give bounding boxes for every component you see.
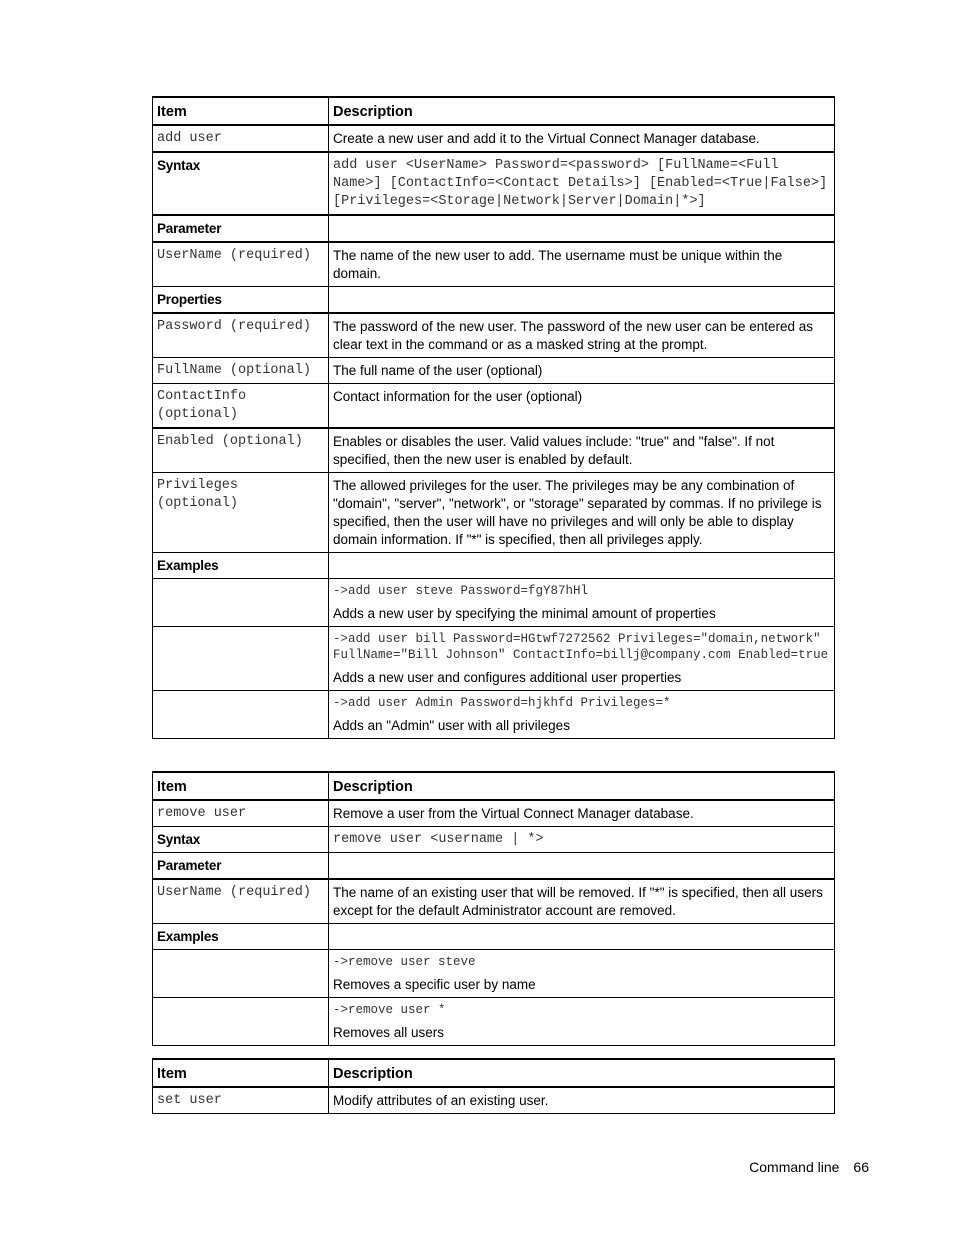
property-name: Privileges (optional) xyxy=(153,473,329,553)
example-row xyxy=(153,579,835,627)
command-row xyxy=(153,800,835,827)
table-header-row xyxy=(153,1059,835,1087)
example-command: ->remove user steve xyxy=(333,955,476,969)
property-row xyxy=(153,428,835,473)
example-cell xyxy=(329,579,835,627)
empty-cell xyxy=(329,215,835,242)
example-row xyxy=(153,998,835,1046)
parameter-description: The name of the new user to add. The username must be unique within the domain. xyxy=(329,242,835,287)
parameter-name: UserName (required) xyxy=(153,242,329,287)
empty-cell xyxy=(329,853,835,880)
property-name: Password (required) xyxy=(153,313,329,358)
command-name: set user xyxy=(153,1087,329,1114)
empty-cell xyxy=(153,691,329,739)
property-description: The full name of the user (optional) xyxy=(329,358,835,384)
command-description: Create a new user and add it to the Virtual Connect Manager database. xyxy=(329,125,835,152)
header-description: Description xyxy=(329,97,835,125)
examples-section-row xyxy=(153,924,835,950)
example-description: Removes all users xyxy=(333,1025,445,1040)
empty-cell xyxy=(153,627,329,691)
example-description: Adds a new user by specifying the minimal amount of properties xyxy=(333,606,716,621)
example-description: Adds a new user and configures additional user properties xyxy=(333,670,682,685)
example-cell xyxy=(329,627,835,691)
set-user-table xyxy=(152,1058,835,1114)
empty-cell xyxy=(329,553,835,579)
empty-cell xyxy=(329,924,835,950)
syntax-row xyxy=(153,827,835,853)
property-name: FullName (optional) xyxy=(153,358,329,384)
syntax-row xyxy=(153,152,835,215)
command-description: Remove a user from the Virtual Connect Manager database. xyxy=(329,800,835,827)
property-description: The allowed privileges for the user. The privileges may be any combination of "domain", "server", "network", or "storage" separated by commas. If no privilege is specified, then the user will have no privileges and will only be able to display domain information. If "*" is specified, then all privileges apply. xyxy=(329,473,835,553)
example-command: ->add user bill Password=HGtwf7272562 Privileges="domain,network" FullName="Bill Johnson" ContactInfo=billj@company.com Enabled=true xyxy=(333,632,829,662)
parameter-name: UserName (required) xyxy=(153,879,329,924)
property-description: Enables or disables the user. Valid values include: "true" and "false". If not specified, then the new user is enabled by default. xyxy=(329,428,835,473)
property-description: The password of the new user. The password of the new user can be entered as clear text in the command or as a masked string at the prompt. xyxy=(329,313,835,358)
properties-label: Properties xyxy=(153,287,329,314)
empty-cell xyxy=(153,950,329,998)
parameter-description: The name of an existing user that will be removed. If "*" is specified, then all users except for the default Administrator account are removed. xyxy=(329,879,835,924)
header-item: Item xyxy=(153,772,329,800)
example-row xyxy=(153,627,835,691)
syntax-text: remove user <username | *> xyxy=(329,827,835,853)
empty-cell xyxy=(153,579,329,627)
command-row xyxy=(153,1087,835,1114)
header-description: Description xyxy=(329,772,835,800)
property-description: Contact information for the user (optional) xyxy=(329,384,835,429)
example-cell xyxy=(329,691,835,739)
example-cell xyxy=(329,998,835,1046)
footer-section-title: Command line xyxy=(749,1159,840,1175)
parameter-section-row xyxy=(153,215,835,242)
syntax-text: add user <UserName> Password=<password> [FullName=<Full Name>] [ContactInfo=<Contact Details>] [Enabled=<True|False>] [Privileges=<Storage|Network|Server|Domain|*>] xyxy=(329,152,835,215)
example-row xyxy=(153,950,835,998)
property-row xyxy=(153,358,835,384)
header-item: Item xyxy=(153,1059,329,1087)
example-command: ->remove user * xyxy=(333,1003,446,1017)
header-item: Item xyxy=(153,97,329,125)
page-number: 66 xyxy=(853,1159,869,1175)
parameter-row xyxy=(153,242,835,287)
command-name: remove user xyxy=(153,800,329,827)
command-row xyxy=(153,125,835,152)
property-name: Enabled (optional) xyxy=(153,428,329,473)
properties-section-row xyxy=(153,287,835,314)
example-cell xyxy=(329,950,835,998)
add-user-table xyxy=(152,96,835,739)
example-description: Adds an "Admin" user with all privileges xyxy=(333,718,570,733)
syntax-label: Syntax xyxy=(153,827,329,853)
empty-cell xyxy=(329,287,835,314)
syntax-label: Syntax xyxy=(153,152,329,215)
examples-label: Examples xyxy=(153,924,329,950)
parameter-row xyxy=(153,879,835,924)
table-header-row xyxy=(153,97,835,125)
example-command: ->add user steve Password=fgY87hHl xyxy=(333,584,589,598)
example-row xyxy=(153,691,835,739)
command-name: add user xyxy=(153,125,329,152)
parameter-label: Parameter xyxy=(153,853,329,880)
remove-user-table xyxy=(152,771,835,1046)
example-command: ->add user Admin Password=hjkhfd Privileges=* xyxy=(333,696,671,710)
page-footer xyxy=(749,1159,869,1175)
parameter-section-row xyxy=(153,853,835,880)
table-header-row xyxy=(153,772,835,800)
examples-section-row xyxy=(153,553,835,579)
property-name: ContactInfo (optional) xyxy=(153,384,329,429)
header-description: Description xyxy=(329,1059,835,1087)
examples-label: Examples xyxy=(153,553,329,579)
property-row xyxy=(153,473,835,553)
example-description: Removes a specific user by name xyxy=(333,977,536,992)
command-description: Modify attributes of an existing user. xyxy=(329,1087,835,1114)
empty-cell xyxy=(153,998,329,1046)
parameter-label: Parameter xyxy=(153,215,329,242)
property-row xyxy=(153,384,835,429)
property-row xyxy=(153,313,835,358)
